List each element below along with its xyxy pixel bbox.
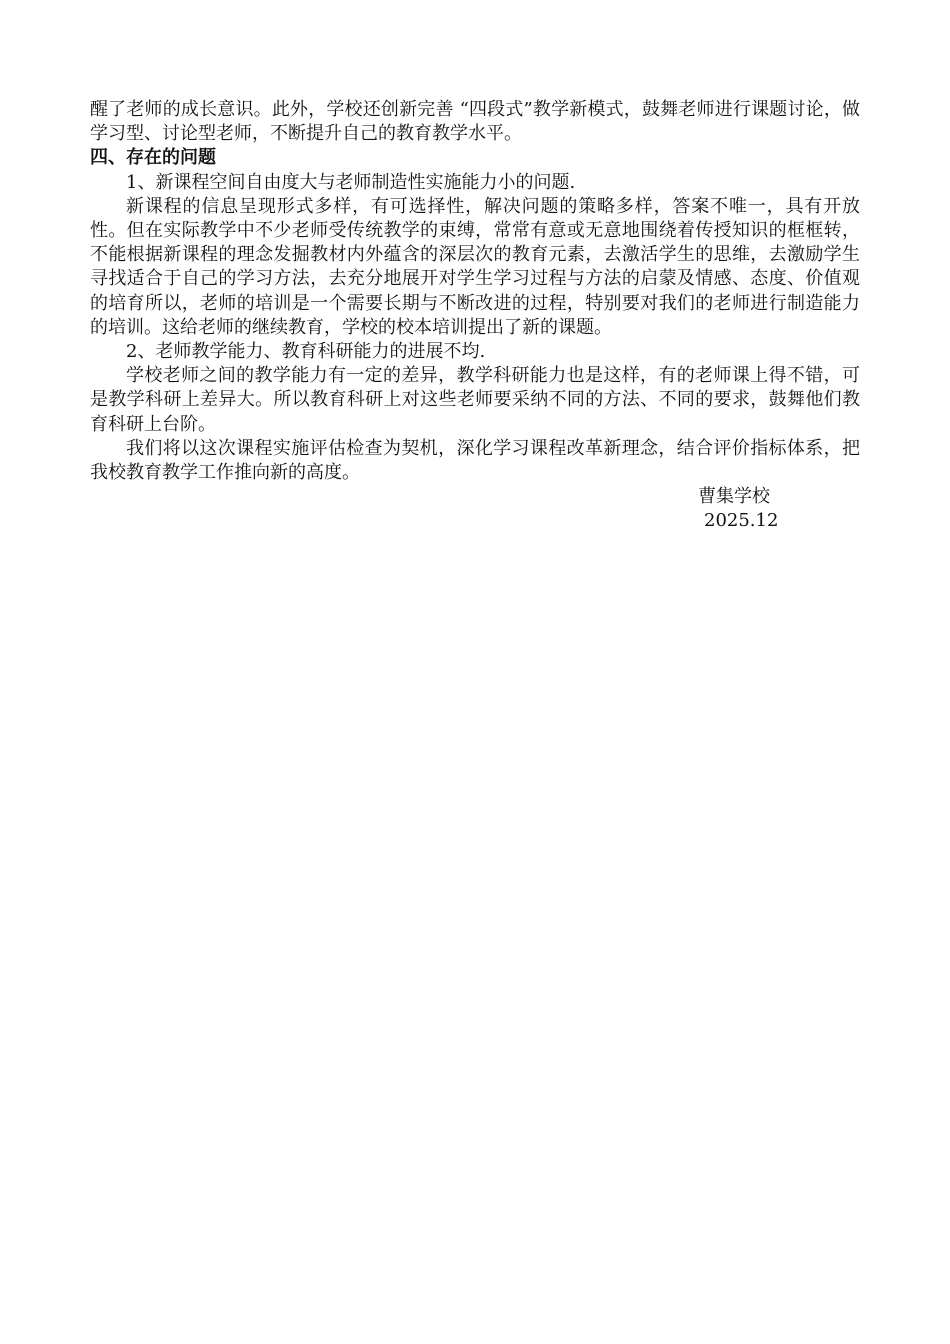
intro-paragraph: 醒了老师的成长意识。此外，学校还创新完善 “四段式”教学新模式，鼓舞老师进行课题讨论，做学习型、讨论型老师，不断提升自己的教育教学水平。: [90, 99, 860, 145]
signature-date: 2025.12: [704, 510, 779, 532]
section-heading: 四、存在的问题: [90, 147, 216, 169]
signature-block: [90, 485, 860, 533]
issue-2-body: 学校老师之间的教学能力有一定的差异，教学科研能力也是这样，有的老师课上得不错，可是教学科研上差异大。所以教育科研上对这些老师要采纳不同的方法、不同的要求，鼓舞他们教育科研上台阶。: [90, 365, 860, 435]
document-body: [90, 98, 860, 534]
signature-organization: 曹集学校: [698, 486, 770, 508]
issue-1-title: 1、新课程空间自由度大与老师制造性实施能力小的问题.: [126, 171, 576, 193]
issue-1-body: 新课程的信息呈现形式多样，有可选择性，解决问题的策略多样，答案不唯一，具有开放性。但在实际教学中不少老师受传统教学的束缚，常常有意或无意地围绕着传授知识的框框转，不能根据新课程的理念发掘教材内外蕴含的深层次的教育元素，去激活学生的思维，去激励学生寻找适合于自己的学习方法，去充分地展开对学生学习过程与方法的启蒙及情感、态度、价值观的培育所以，老师的培训是一个需要长期与不断改进的过程，特别要对我们的老师进行制造能力的培训。这给老师的继续教育，学校的校本培训提出了新的课题。: [90, 195, 860, 338]
conclusion-paragraph: 我们将以这次课程实施评估检查为契机，深化学习课程改革新理念，结合评价指标体系，把我校教育教学工作推向新的高度。: [90, 437, 860, 484]
issue-2-title: 2、老师教学能力、教育科研能力的进展不均.: [126, 341, 486, 363]
